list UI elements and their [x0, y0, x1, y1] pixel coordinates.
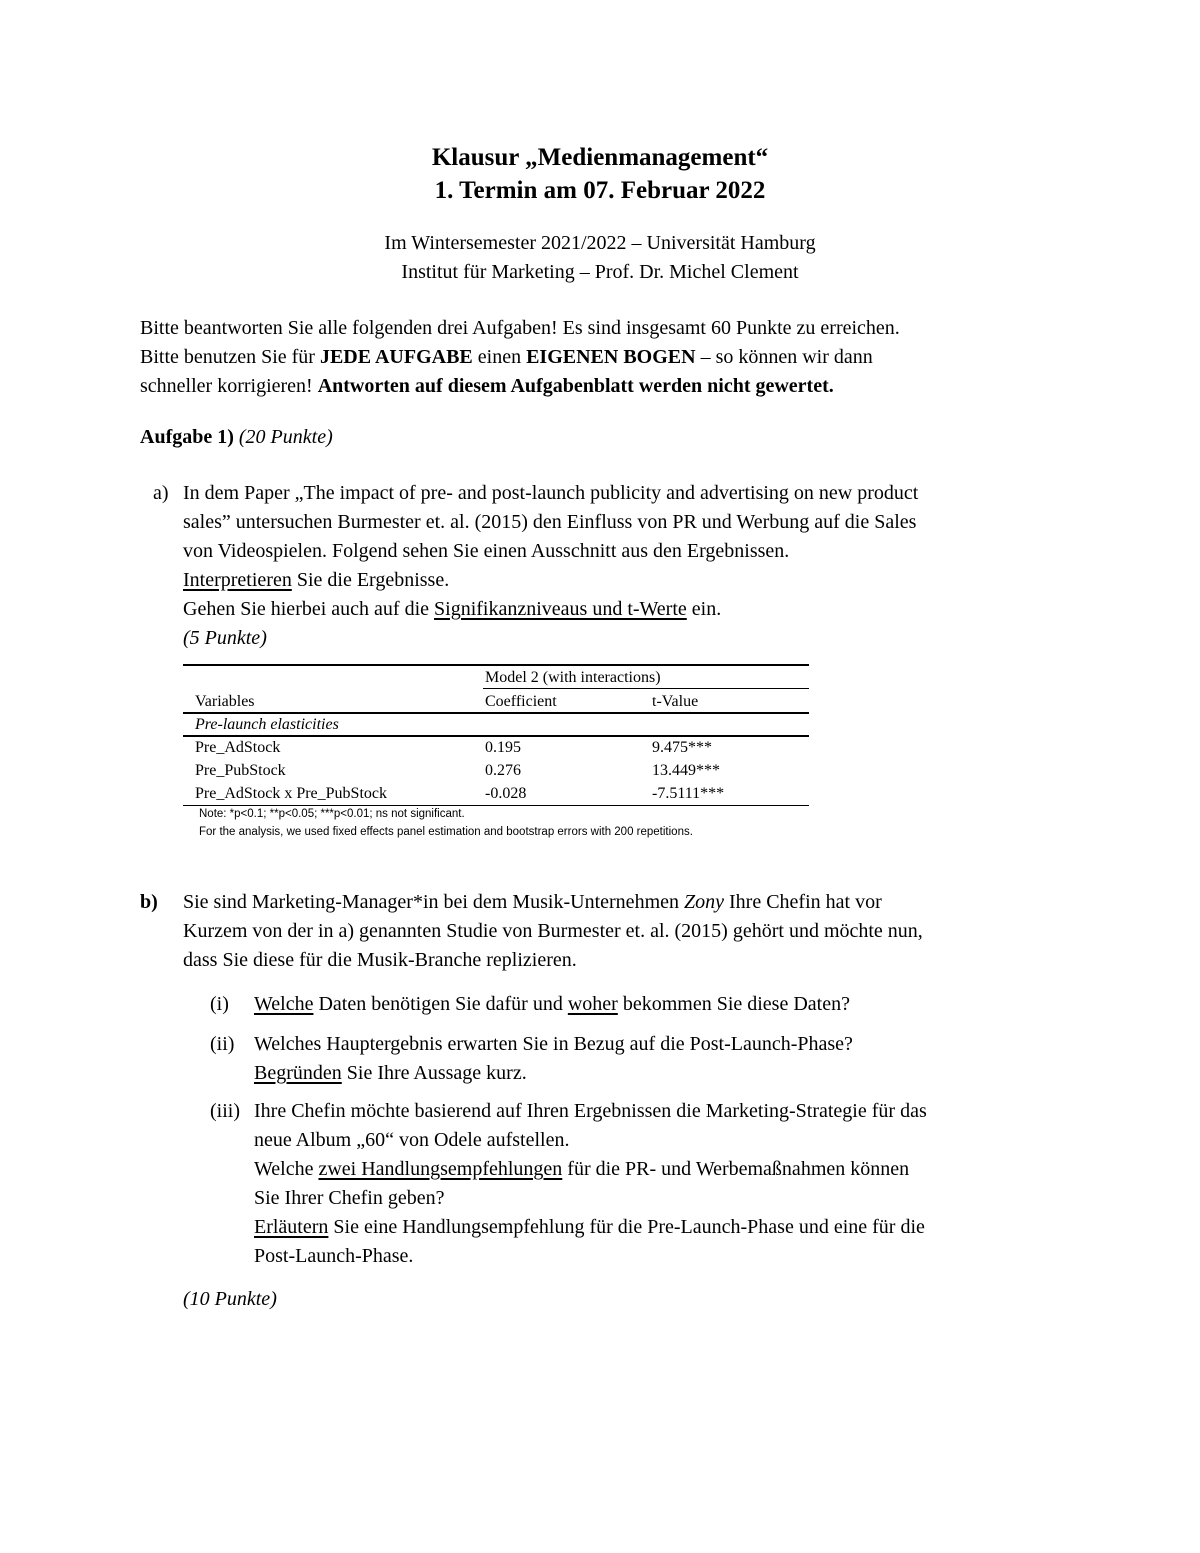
emphasis-jede-aufgabe: JEDE AUFGABE: [319, 346, 473, 368]
subtask-iii-label: (iii): [210, 1100, 240, 1122]
subtask-ii-label: (ii): [210, 1033, 235, 1055]
table-group-header: Model 2 (with interactions): [485, 669, 661, 686]
table-header-rule: [183, 712, 809, 714]
table-group-rule: [483, 688, 809, 689]
interpretieren-keyword: Interpretieren: [183, 569, 292, 591]
table-section-label: Pre-launch elasticities: [195, 716, 339, 733]
exam-subtitle-line2: Institut für Marketing – Prof. Dr. Michel Clement: [401, 261, 799, 283]
table-row-variable: Pre_AdStock: [195, 739, 281, 756]
emphasis-not-graded: Antworten auf diesem Aufgabenblatt werden nicht gewertet.: [317, 375, 834, 397]
table-row-coefficient: 0.195: [485, 739, 521, 756]
part-b-text: Sie sind Marketing-Manager*in bei dem Musik-Unternehmen Zony Ihre Chefin hat vor Kurzem von der in a) genannten Studie von Burmester et. al. (2015) gehört und möchte nun, dass Sie diese für die Musik-Branche replizieren.: [183, 891, 923, 971]
table-row-coefficient: -0.028: [485, 785, 527, 802]
subtask-i-label: (i): [210, 993, 229, 1015]
regression-table: [183, 664, 809, 844]
subtask-iii-text: Ihre Chefin möchte basierend auf Ihren Ergebnissen die Marketing-Strategie für das neue Album „60“ von Odele aufstellen. Welche zwei Handlungsempfehlungen für die PR- und Werbemaßnahmen können Sie Ihrer Chefin geben? Erläutern Sie eine Handlungsempfehlung für die Pre-Launch-Phase und eine für die Post-Launch-Phase.: [254, 1100, 927, 1267]
part-a-points: (5 Punkte): [183, 627, 267, 649]
table-top-rule: [183, 664, 809, 666]
table-row-variable: Pre_AdStock x Pre_PubStock: [195, 785, 387, 802]
instructions-line1: Bitte beantworten Sie alle folgenden drei Aufgaben! Es sind insgesamt 60 Punkte zu erreichen.: [140, 317, 900, 339]
table-note-significance: Note: *p<0.1; **p<0.05; ***p<0.01; ns not significant.: [199, 808, 465, 820]
emphasis-eigenen-bogen: EIGENEN BOGEN: [526, 346, 696, 368]
task1-heading: Aufgabe 1) (20 Punkte): [140, 426, 333, 448]
subtask-ii-text: Welches Hauptergebnis erwarten Sie in Bezug auf die Post-Launch-Phase? Begründen Sie Ihre Aussage kurz.: [254, 1033, 853, 1084]
task1-points: (20 Punkte): [238, 426, 333, 448]
subtask-i-text: Welche Daten benötigen Sie dafür und woher bekommen Sie diese Daten?: [254, 993, 850, 1015]
table-col-variables: Variables: [195, 693, 255, 710]
instructions-line2: Bitte benutzen Sie für JEDE AUFGABE einen EIGENEN BOGEN – so können wir dann: [140, 346, 873, 368]
instructions-line3: schneller korrigieren! Antworten auf diesem Aufgabenblatt werden nicht gewertet.: [140, 375, 834, 397]
exam-subtitle-line1: Im Wintersemester 2021/2022 – Universität Hamburg: [384, 232, 816, 254]
part-a-text: In dem Paper „The impact of pre- and post-launch publicity and advertising on new product sales” untersuchen Burmester et. al. (2015) den Einfluss von PR und Werbung auf die Sales von Videospielen. Folgend sehen Sie einen Ausschnitt aus den Ergebnissen. Interpretieren Sie die Ergebnisse. Gehen Sie hierbei auch auf die Signifikanzniveaus und t-Werte ein. (5 Punkte): [183, 479, 1133, 653]
exam-title-line2: 1. Termin am 07. Februar 2022: [434, 177, 766, 204]
signifikanz-keyword: Signifikanzniveaus und t-Werte: [434, 598, 687, 620]
part-b-points: (10 Punkte): [183, 1288, 277, 1310]
table-note-method: For the analysis, we used fixed effects panel estimation and bootstrap errors with 200 repetitions.: [199, 826, 693, 838]
table-row-coefficient: 0.276: [485, 762, 521, 779]
instructions: [140, 314, 1140, 401]
table-col-coefficient: Coefficient: [485, 693, 557, 710]
company-name: Zony: [684, 891, 724, 913]
table-row-tvalue: 9.475***: [652, 739, 712, 756]
table-col-tvalue: t-Value: [652, 693, 699, 710]
table-bottom-rule: [183, 805, 809, 806]
part-a-label: a): [153, 482, 169, 504]
exam-title-line1: Klausur „Medienmanagement“: [431, 144, 769, 171]
table-row-tvalue: -7.5111***: [652, 785, 725, 802]
part-b-label: b): [140, 891, 158, 913]
table-row-variable: Pre_PubStock: [195, 762, 286, 779]
table-row-tvalue: 13.449***: [652, 762, 720, 779]
table-section-rule: [183, 735, 809, 737]
